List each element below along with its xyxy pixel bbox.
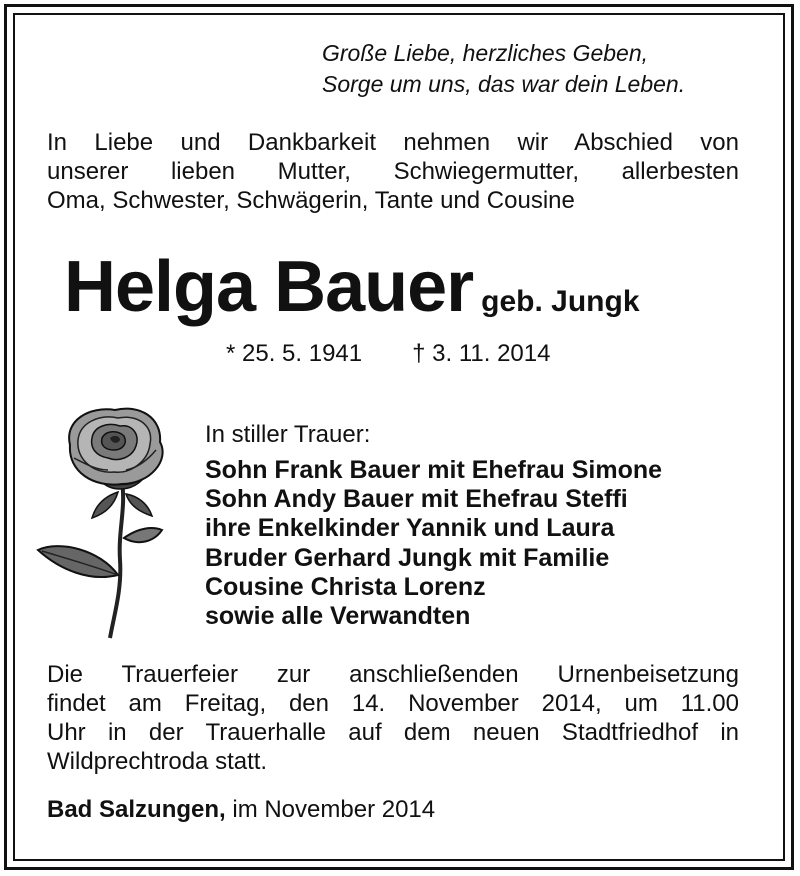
intro-line-2: unserer lieben Mutter, Schwiegermutter, allerbesten [47, 158, 739, 185]
mourner-item: ihre Enkelkinder Yannik und Laura [205, 514, 615, 543]
intro-line-1: In Liebe und Dankbarkeit nehmen wir Abschied von [47, 129, 739, 156]
motto-line-2: Sorge um uns, das war dein Leben. [322, 71, 686, 97]
ceremony-line-4: Wildprechtroda statt. [47, 748, 268, 775]
mourner-item: Sohn Frank Bauer mit Ehefrau Simone [205, 456, 663, 484]
place-city: Bad Salzungen, [47, 796, 226, 823]
ceremony-line-2: findet am Freitag, den 14. November 2014, um 11.00 [47, 690, 739, 717]
death-date: † 3. 11. 2014 [412, 340, 551, 367]
place-and-date [47, 796, 435, 824]
mourner-item: sowie alle Verwandten [205, 602, 471, 631]
birth-date: * 25. 5. 1941 [226, 340, 363, 367]
rose-icon [30, 400, 200, 640]
ceremony-line-3: Uhr in der Trauerhalle auf dem neuen Stadtfriedhof in [47, 719, 739, 746]
mourners-list [205, 456, 662, 631]
deceased-name: Helga Bauer [64, 247, 474, 327]
ceremony-line-1: Die Trauerfeier zur anschließenden Urnenbeisetzung [47, 661, 739, 688]
place-date: im November 2014 [232, 796, 436, 823]
mourner-item: Bruder Gerhard Jungk mit Familie [205, 543, 610, 572]
ceremony-text [47, 660, 739, 776]
intro-line-3: Oma, Schwester, Schwägerin, Tante und Cousine [47, 187, 575, 214]
deceased-name-row [64, 246, 640, 328]
motto [322, 38, 685, 100]
motto-line-1: Große Liebe, herzliches Geben, [322, 40, 649, 66]
birth-name: geb. Jungk [481, 285, 640, 318]
life-dates [226, 340, 550, 368]
mourner-item: Cousine Christa Lorenz [205, 572, 486, 601]
mourner-item: Sohn Andy Bauer mit Ehefrau Steffi [205, 485, 628, 514]
intro-text [47, 128, 739, 215]
mourning-label: In stiller Trauer: [205, 421, 371, 448]
